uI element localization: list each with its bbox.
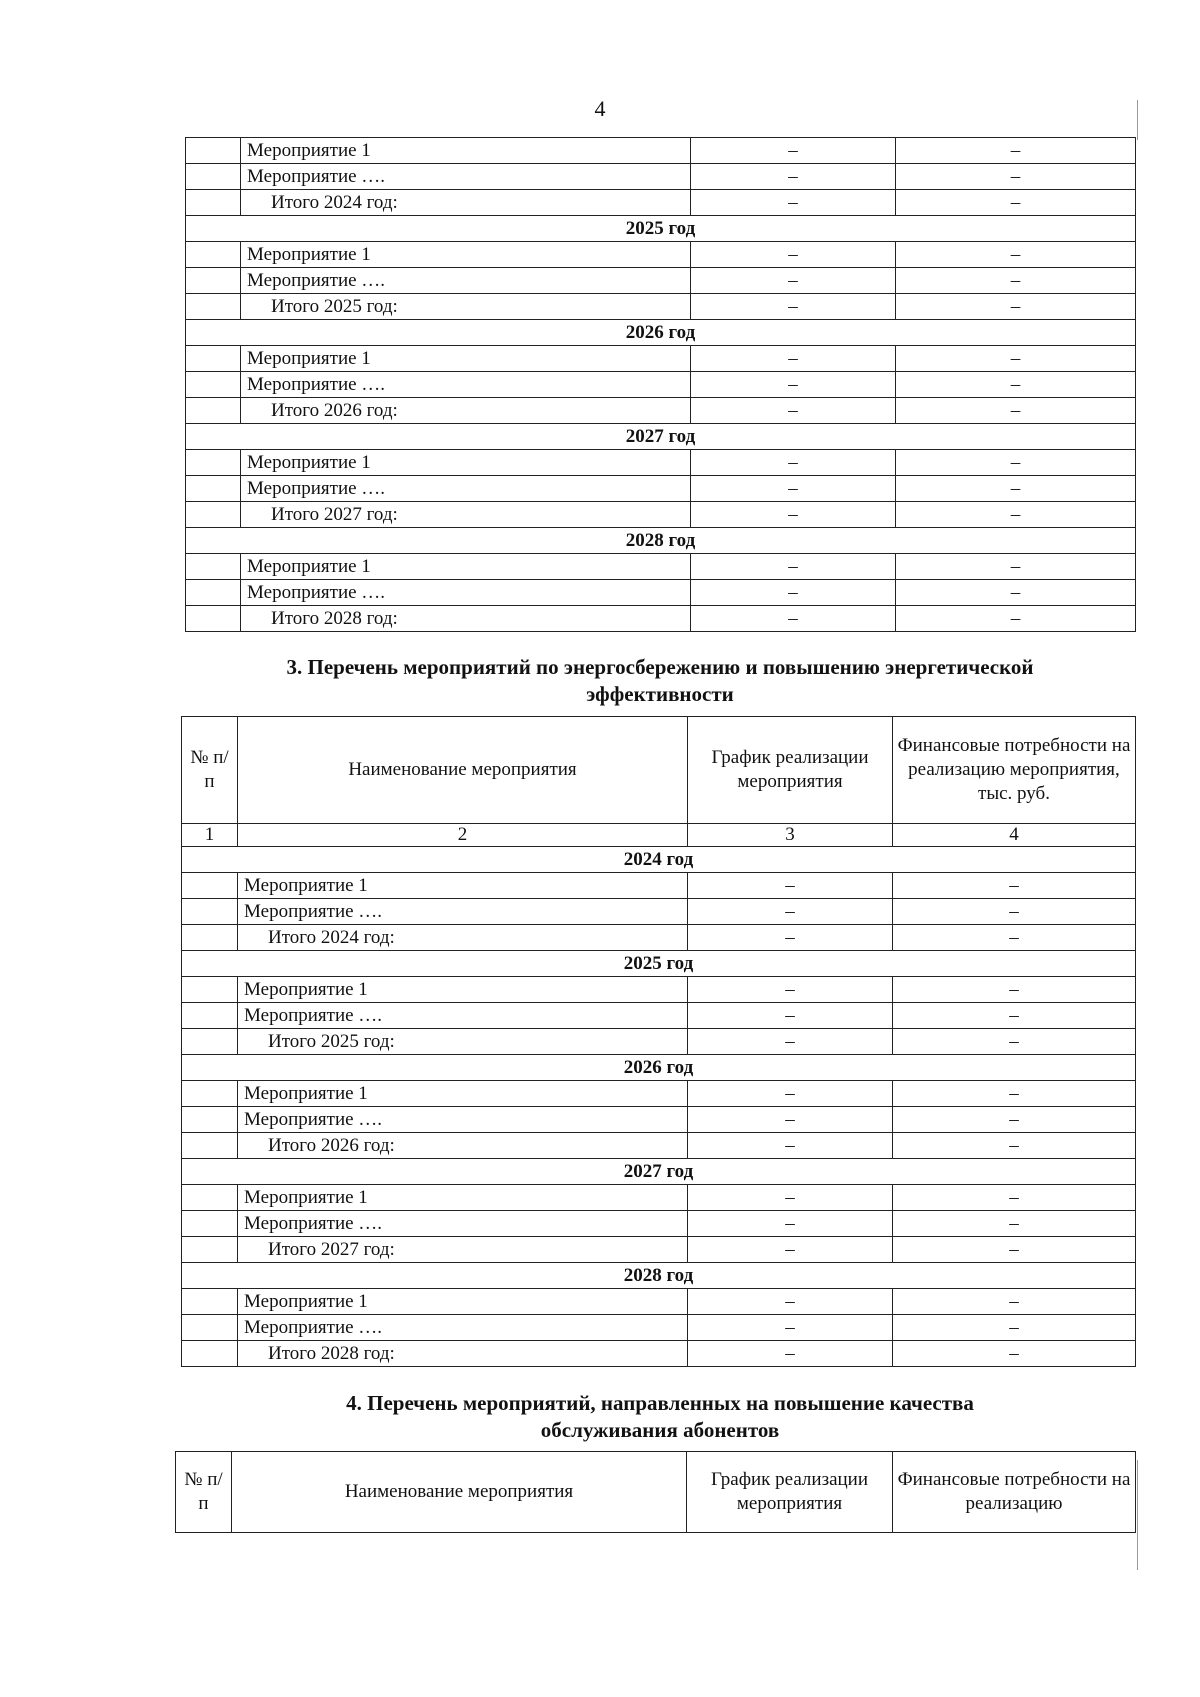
header-name: Наименование мероприятия <box>232 1452 687 1533</box>
section-3-title-line1: 3. Перечень мероприятий по энергосбережению и повышению энергетической <box>286 655 1034 679</box>
activity-name-cell: Итого 2027 год: <box>238 1237 688 1263</box>
activity-name-cell: Мероприятие 1 <box>238 1081 688 1107</box>
section-4-title <box>180 1390 1140 1444</box>
schedule-cell: – <box>688 1107 893 1133</box>
finance-cell: – <box>893 1341 1136 1367</box>
row-number-cell <box>182 1029 238 1055</box>
finance-cell: – <box>893 899 1136 925</box>
row-number-cell <box>182 925 238 951</box>
finance-cell: – <box>896 398 1136 424</box>
activities-table-continued <box>185 137 1136 632</box>
activity-row <box>182 873 1136 899</box>
schedule-cell: – <box>688 1029 893 1055</box>
table-header-row <box>182 717 1136 824</box>
schedule-cell: – <box>691 164 896 190</box>
section-3-title-line2: эффективности <box>586 682 734 706</box>
schedule-cell: – <box>688 977 893 1003</box>
row-number-cell <box>182 1211 238 1237</box>
schedule-cell: – <box>691 294 896 320</box>
schedule-cell: – <box>691 580 896 606</box>
schedule-cell: – <box>688 1133 893 1159</box>
activity-name-cell: Мероприятие 1 <box>241 242 691 268</box>
activity-row <box>182 1211 1136 1237</box>
year-heading: 2026 год <box>186 320 1136 346</box>
schedule-cell: – <box>691 554 896 580</box>
year-row <box>186 320 1136 346</box>
header-num: № п/п <box>176 1452 232 1533</box>
column-index-row <box>182 824 1136 847</box>
row-number-cell <box>182 1185 238 1211</box>
row-number-cell <box>186 294 241 320</box>
schedule-cell: – <box>691 476 896 502</box>
table-header-row <box>176 1452 1136 1533</box>
activity-row <box>186 164 1136 190</box>
year-row <box>186 528 1136 554</box>
header-finance: Финансовые потребности на реализацию мероприятия, тыс. руб. <box>893 717 1136 824</box>
activity-row <box>186 242 1136 268</box>
activity-name-cell: Итого 2026 год: <box>241 398 691 424</box>
year-heading: 2027 год <box>186 424 1136 450</box>
total-row <box>182 1029 1136 1055</box>
year-row <box>182 1263 1136 1289</box>
activity-name-cell: Мероприятие …. <box>238 1211 688 1237</box>
total-row <box>186 190 1136 216</box>
row-number-cell <box>182 1237 238 1263</box>
schedule-cell: – <box>691 606 896 632</box>
schedule-cell: – <box>691 242 896 268</box>
activity-row <box>182 1081 1136 1107</box>
finance-cell: – <box>896 190 1136 216</box>
activity-row <box>182 1107 1136 1133</box>
activity-row <box>182 1003 1136 1029</box>
activity-row <box>182 1315 1136 1341</box>
total-row <box>186 606 1136 632</box>
finance-cell: – <box>896 372 1136 398</box>
schedule-cell: – <box>688 1315 893 1341</box>
year-heading: 2028 год <box>182 1263 1136 1289</box>
finance-cell: – <box>896 502 1136 528</box>
activity-name-cell: Итого 2028 год: <box>241 606 691 632</box>
activity-name-cell: Мероприятие 1 <box>238 873 688 899</box>
activity-row <box>186 372 1136 398</box>
row-number-cell <box>186 606 241 632</box>
schedule-cell: – <box>691 398 896 424</box>
row-number-cell <box>186 138 241 164</box>
finance-cell: – <box>896 242 1136 268</box>
activity-name-cell: Мероприятие …. <box>238 1003 688 1029</box>
row-number-cell <box>186 554 241 580</box>
col-index-3: 3 <box>688 824 893 847</box>
row-number-cell <box>182 1341 238 1367</box>
activity-row <box>186 138 1136 164</box>
schedule-cell: – <box>688 1289 893 1315</box>
year-heading: 2025 год <box>186 216 1136 242</box>
activity-name-cell: Мероприятие 1 <box>241 554 691 580</box>
year-row <box>182 1159 1136 1185</box>
activity-name-cell: Мероприятие 1 <box>238 1185 688 1211</box>
activity-row <box>186 476 1136 502</box>
activity-name-cell: Мероприятие 1 <box>241 346 691 372</box>
year-row <box>182 951 1136 977</box>
activity-row <box>186 554 1136 580</box>
row-number-cell <box>182 1315 238 1341</box>
schedule-cell: – <box>688 899 893 925</box>
year-heading: 2028 год <box>186 528 1136 554</box>
header-schedule: График реализации мероприятия <box>687 1452 893 1533</box>
activity-name-cell: Мероприятие …. <box>238 1107 688 1133</box>
year-row <box>182 847 1136 873</box>
row-number-cell <box>186 476 241 502</box>
schedule-cell: – <box>688 925 893 951</box>
row-number-cell <box>186 450 241 476</box>
total-row <box>182 1341 1136 1367</box>
year-heading: 2025 год <box>182 951 1136 977</box>
row-number-cell <box>182 899 238 925</box>
activity-row <box>182 1289 1136 1315</box>
activity-row <box>186 268 1136 294</box>
activity-name-cell: Мероприятие …. <box>238 899 688 925</box>
total-row <box>186 294 1136 320</box>
row-number-cell <box>186 398 241 424</box>
activity-name-cell: Мероприятие …. <box>238 1315 688 1341</box>
service-quality-activities-table <box>175 1451 1136 1533</box>
col-index-4: 4 <box>893 824 1136 847</box>
scan-edge-mark <box>1137 1460 1138 1570</box>
finance-cell: – <box>893 1107 1136 1133</box>
row-number-cell <box>186 242 241 268</box>
activity-name-cell: Итого 2024 год: <box>241 190 691 216</box>
activity-name-cell: Итого 2027 год: <box>241 502 691 528</box>
row-number-cell <box>186 268 241 294</box>
year-row <box>186 424 1136 450</box>
schedule-cell: – <box>688 1003 893 1029</box>
finance-cell: – <box>896 450 1136 476</box>
finance-cell: – <box>896 580 1136 606</box>
finance-cell: – <box>896 554 1136 580</box>
header-name: Наименование мероприятия <box>238 717 688 824</box>
activity-name-cell: Итого 2025 год: <box>238 1029 688 1055</box>
activity-name-cell: Итого 2026 год: <box>238 1133 688 1159</box>
activity-name-cell: Мероприятие 1 <box>241 138 691 164</box>
energy-saving-activities-table <box>181 716 1136 1367</box>
finance-cell: – <box>893 1133 1136 1159</box>
year-heading: 2026 год <box>182 1055 1136 1081</box>
row-number-cell <box>186 190 241 216</box>
finance-cell: – <box>896 476 1136 502</box>
total-row <box>182 1237 1136 1263</box>
row-number-cell <box>182 977 238 1003</box>
scan-edge-mark <box>1137 100 1138 140</box>
activity-row <box>186 580 1136 606</box>
finance-cell: – <box>896 294 1136 320</box>
activity-row <box>186 346 1136 372</box>
row-number-cell <box>182 1107 238 1133</box>
row-number-cell <box>186 164 241 190</box>
year-heading: 2024 год <box>182 847 1136 873</box>
activity-row <box>182 899 1136 925</box>
schedule-cell: – <box>688 1237 893 1263</box>
finance-cell: – <box>896 346 1136 372</box>
year-row <box>186 216 1136 242</box>
finance-cell: – <box>893 925 1136 951</box>
finance-cell: – <box>893 977 1136 1003</box>
finance-cell: – <box>893 1237 1136 1263</box>
row-number-cell <box>182 1081 238 1107</box>
page-number: 4 <box>594 96 606 121</box>
header-num: № п/п <box>182 717 238 824</box>
total-row <box>186 502 1136 528</box>
section-4-title-line1: 4. Перечень мероприятий, направленных на повышение качества <box>346 1391 974 1415</box>
activity-name-cell: Мероприятие …. <box>241 580 691 606</box>
year-row <box>182 1055 1136 1081</box>
finance-cell: – <box>896 606 1136 632</box>
activity-name-cell: Мероприятие 1 <box>241 450 691 476</box>
schedule-cell: – <box>691 190 896 216</box>
schedule-cell: – <box>691 268 896 294</box>
row-number-cell <box>182 873 238 899</box>
finance-cell: – <box>893 1029 1136 1055</box>
activity-row <box>182 977 1136 1003</box>
activity-name-cell: Мероприятие …. <box>241 268 691 294</box>
activity-name-cell: Итого 2028 год: <box>238 1341 688 1367</box>
finance-cell: – <box>893 1185 1136 1211</box>
section-3-title <box>180 654 1140 708</box>
schedule-cell: – <box>688 1341 893 1367</box>
activity-name-cell: Мероприятие 1 <box>238 977 688 1003</box>
finance-cell: – <box>896 268 1136 294</box>
schedule-cell: – <box>688 1081 893 1107</box>
row-number-cell <box>186 346 241 372</box>
total-row <box>186 398 1136 424</box>
activity-name-cell: Мероприятие …. <box>241 476 691 502</box>
schedule-cell: – <box>691 346 896 372</box>
row-number-cell <box>182 1133 238 1159</box>
finance-cell: – <box>893 1211 1136 1237</box>
schedule-cell: – <box>691 138 896 164</box>
schedule-cell: – <box>688 1185 893 1211</box>
finance-cell: – <box>893 1081 1136 1107</box>
header-finance: Финансовые потребности на реализацию <box>893 1452 1136 1533</box>
row-number-cell <box>186 372 241 398</box>
activity-name-cell: Итого 2025 год: <box>241 294 691 320</box>
finance-cell: – <box>893 1003 1136 1029</box>
row-number-cell <box>182 1289 238 1315</box>
col-index-1: 1 <box>182 824 238 847</box>
header-schedule: График реализации мероприятия <box>688 717 893 824</box>
schedule-cell: – <box>688 873 893 899</box>
row-number-cell <box>186 502 241 528</box>
activity-name-cell: Мероприятие …. <box>241 164 691 190</box>
activity-name-cell: Итого 2024 год: <box>238 925 688 951</box>
finance-cell: – <box>896 164 1136 190</box>
total-row <box>182 1133 1136 1159</box>
total-row <box>182 925 1136 951</box>
schedule-cell: – <box>688 1211 893 1237</box>
finance-cell: – <box>893 1315 1136 1341</box>
schedule-cell: – <box>691 372 896 398</box>
col-index-2: 2 <box>238 824 688 847</box>
year-heading: 2027 год <box>182 1159 1136 1185</box>
schedule-cell: – <box>691 502 896 528</box>
activity-row <box>186 450 1136 476</box>
finance-cell: – <box>896 138 1136 164</box>
activity-name-cell: Мероприятие 1 <box>238 1289 688 1315</box>
row-number-cell <box>186 580 241 606</box>
row-number-cell <box>182 1003 238 1029</box>
activity-name-cell: Мероприятие …. <box>241 372 691 398</box>
finance-cell: – <box>893 873 1136 899</box>
finance-cell: – <box>893 1289 1136 1315</box>
schedule-cell: – <box>691 450 896 476</box>
activity-row <box>182 1185 1136 1211</box>
section-4-title-line2: обслуживания абонентов <box>540 1418 780 1442</box>
